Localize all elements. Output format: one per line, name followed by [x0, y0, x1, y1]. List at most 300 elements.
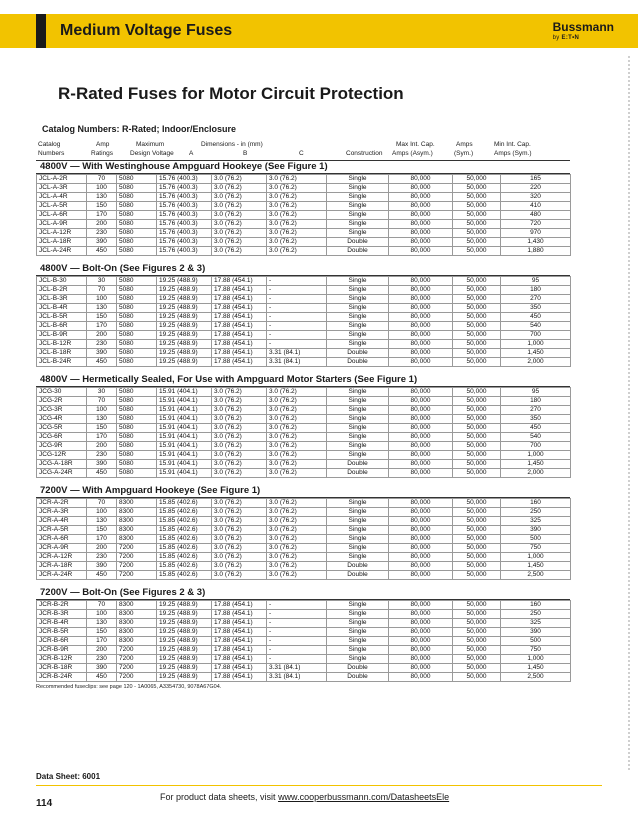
fuse-section: [36, 373, 570, 478]
table-cell: 3.0 (76.2): [212, 202, 267, 211]
table-row: [37, 340, 571, 349]
table-cell: JCR-B-12R: [37, 655, 87, 664]
table-cell: 80,000: [389, 601, 453, 610]
fuse-section: [36, 586, 570, 682]
table-cell: 750: [501, 646, 571, 655]
table-row: [37, 637, 571, 646]
table-cell: 750: [501, 544, 571, 553]
table-cell: Single: [327, 322, 389, 331]
table-cell: Single: [327, 397, 389, 406]
table-cell: 50,000: [453, 304, 501, 313]
table-cell: 3.0 (76.2): [267, 526, 327, 535]
table-cell: 17.88 (454.1): [212, 295, 267, 304]
table-cell: 5080: [117, 304, 157, 313]
table-cell: 3.0 (76.2): [212, 508, 267, 517]
table-cell: 3.0 (76.2): [212, 424, 267, 433]
table-cell: Single: [327, 499, 389, 508]
table-cell: 390: [501, 628, 571, 637]
table-cell: 80,000: [389, 406, 453, 415]
datasheets-link[interactable]: www.cooperbussmann.com/DatasheetsEle: [278, 792, 450, 802]
table-cell: 5080: [117, 358, 157, 367]
table-cell: 80,000: [389, 517, 453, 526]
table-cell: 80,000: [389, 664, 453, 673]
table-cell: 540: [501, 433, 571, 442]
page-number: 114: [36, 798, 53, 809]
table-cell: 70: [87, 601, 117, 610]
table-cell: 3.0 (76.2): [212, 406, 267, 415]
table-cell: 1,000: [501, 451, 571, 460]
table-cell: 5080: [117, 220, 157, 229]
table-cell: 7200: [117, 571, 157, 580]
table-cell: 80,000: [389, 571, 453, 580]
table-cell: 3.0 (76.2): [267, 220, 327, 229]
table-cell: Single: [327, 646, 389, 655]
table-cell: 700: [501, 442, 571, 451]
table-cell: 50,000: [453, 277, 501, 286]
col-max-int-2: Amps (Asym.): [392, 150, 433, 157]
table-cell: 50,000: [453, 340, 501, 349]
footer-rule: [36, 785, 602, 786]
table-cell: 80,000: [389, 424, 453, 433]
table-cell: Single: [327, 424, 389, 433]
table-cell: JCG-A-18R: [37, 460, 87, 469]
table-cell: JCR-B-4R: [37, 619, 87, 628]
table-cell: 700: [501, 331, 571, 340]
table-cell: JCR-A-9R: [37, 544, 87, 553]
table-cell: 130: [87, 193, 117, 202]
table-cell: 1,430: [501, 238, 571, 247]
table-row: [37, 220, 571, 229]
col-dim-c: C: [299, 150, 304, 157]
table-cell: 19.25 (488.9): [157, 277, 212, 286]
table-cell: 80,000: [389, 295, 453, 304]
table-cell: 3.0 (76.2): [212, 220, 267, 229]
table-cell: 220: [501, 184, 571, 193]
col-dim-b: B: [243, 150, 248, 157]
table-cell: 17.88 (454.1): [212, 628, 267, 637]
table-cell: 30: [87, 388, 117, 397]
table-row: [37, 517, 571, 526]
table-cell: -: [267, 331, 327, 340]
table-cell: JCL-B-2R: [37, 286, 87, 295]
table-cell: 390: [87, 562, 117, 571]
table-cell: 3.0 (76.2): [267, 397, 327, 406]
table-cell: 5080: [117, 331, 157, 340]
table-cell: 480: [501, 211, 571, 220]
table-cell: 17.88 (454.1): [212, 286, 267, 295]
table-cell: 80,000: [389, 553, 453, 562]
table-cell: Double: [327, 571, 389, 580]
table-cell: 15.85 (402.6): [157, 517, 212, 526]
section-title: 7200V — Bolt-On (See Figures 2 & 3): [36, 586, 570, 600]
table-cell: 160: [501, 601, 571, 610]
table-cell: 100: [87, 610, 117, 619]
table-cell: JCL-A-6R: [37, 211, 87, 220]
table-cell: 230: [87, 451, 117, 460]
table-cell: 15.91 (404.1): [157, 397, 212, 406]
table-row: [37, 277, 571, 286]
table-cell: 5080: [117, 229, 157, 238]
table-cell: JCR-B-2R: [37, 601, 87, 610]
table-cell: 80,000: [389, 499, 453, 508]
table-cell: 3.0 (76.2): [267, 508, 327, 517]
table-cell: 50,000: [453, 220, 501, 229]
table-cell: 3.0 (76.2): [267, 562, 327, 571]
fuse-table: [36, 276, 571, 367]
table-cell: 80,000: [389, 544, 453, 553]
table-cell: JCG-5R: [37, 424, 87, 433]
table-cell: 230: [87, 655, 117, 664]
table-cell: Single: [327, 451, 389, 460]
table-cell: 2,000: [501, 358, 571, 367]
table-cell: 230: [87, 340, 117, 349]
table-cell: 5080: [117, 424, 157, 433]
table-cell: 17.88 (454.1): [212, 358, 267, 367]
table-cell: 15.91 (404.1): [157, 442, 212, 451]
table-cell: 80,000: [389, 340, 453, 349]
table-cell: 270: [501, 406, 571, 415]
col-catalog-2: Numbers: [38, 150, 65, 157]
table-cell: 15.85 (402.6): [157, 544, 212, 553]
table-cell: 80,000: [389, 610, 453, 619]
table-cell: 3.0 (76.2): [212, 184, 267, 193]
table-cell: 15.91 (404.1): [157, 388, 212, 397]
section-title: 4800V — With Westinghouse Ampguard Hookeye (See Figure 1): [36, 160, 570, 174]
table-row: [37, 424, 571, 433]
table-cell: 130: [87, 619, 117, 628]
table-cell: -: [267, 619, 327, 628]
table-cell: -: [267, 286, 327, 295]
table-cell: 390: [87, 349, 117, 358]
table-cell: JCG-3R: [37, 406, 87, 415]
table-cell: 80,000: [389, 277, 453, 286]
table-cell: 8300: [117, 610, 157, 619]
table-cell: 17.88 (454.1): [212, 304, 267, 313]
col-min-int-2: Amps (Sym.): [494, 150, 532, 157]
table-cell: 3.0 (76.2): [212, 415, 267, 424]
table-cell: JCR-A-6R: [37, 535, 87, 544]
table-cell: 80,000: [389, 562, 453, 571]
table-cell: 3.0 (76.2): [212, 499, 267, 508]
table-cell: 19.25 (488.9): [157, 673, 212, 682]
table-cell: -: [267, 340, 327, 349]
table-cell: 5080: [117, 202, 157, 211]
table-row: [37, 508, 571, 517]
table-row: [37, 535, 571, 544]
table-row: [37, 610, 571, 619]
table-cell: 15.85 (402.6): [157, 499, 212, 508]
col-amp-2: Ratings: [91, 150, 114, 157]
col-amps-sym: Amps: [456, 141, 473, 148]
table-cell: Single: [327, 544, 389, 553]
table-cell: 200: [87, 220, 117, 229]
table-cell: 3.0 (76.2): [212, 238, 267, 247]
table-cell: 17.88 (454.1): [212, 331, 267, 340]
table-cell: 5080: [117, 415, 157, 424]
table-cell: Single: [327, 286, 389, 295]
table-cell: 200: [87, 544, 117, 553]
table-cell: 3.0 (76.2): [267, 571, 327, 580]
table-cell: JCG-6R: [37, 433, 87, 442]
fuse-tables: [36, 160, 570, 690]
table-cell: 80,000: [389, 229, 453, 238]
table-cell: JCR-A-12R: [37, 553, 87, 562]
table-cell: 50,000: [453, 508, 501, 517]
section-title: 4800V — Bolt-On (See Figures 2 & 3): [36, 262, 570, 276]
table-cell: 970: [501, 229, 571, 238]
table-cell: 50,000: [453, 229, 501, 238]
table-cell: JCL-A-3R: [37, 184, 87, 193]
table-cell: 450: [87, 247, 117, 256]
table-cell: 80,000: [389, 673, 453, 682]
table-cell: 5080: [117, 175, 157, 184]
table-cell: 50,000: [453, 526, 501, 535]
table-cell: Single: [327, 340, 389, 349]
table-cell: 80,000: [389, 460, 453, 469]
table-cell: 200: [87, 442, 117, 451]
table-cell: 50,000: [453, 211, 501, 220]
table-row: [37, 358, 571, 367]
table-row: [37, 313, 571, 322]
table-cell: JCL-A-4R: [37, 193, 87, 202]
col-construction: Construction: [346, 150, 383, 157]
table-row: [37, 304, 571, 313]
table-cell: 350: [501, 304, 571, 313]
table-cell: 80,000: [389, 442, 453, 451]
table-cell: -: [267, 610, 327, 619]
table-cell: 5080: [117, 295, 157, 304]
table-row: [37, 544, 571, 553]
table-cell: 3.0 (76.2): [212, 535, 267, 544]
table-cell: JCG-30: [37, 388, 87, 397]
page-title: R-Rated Fuses for Motor Circuit Protection: [58, 84, 404, 103]
table-cell: 3.0 (76.2): [212, 247, 267, 256]
table-cell: 50,000: [453, 553, 501, 562]
table-cell: -: [267, 304, 327, 313]
table-cell: 3.0 (76.2): [212, 193, 267, 202]
brand-logo: [553, 20, 614, 41]
table-row: [37, 349, 571, 358]
table-cell: 50,000: [453, 202, 501, 211]
table-cell: 7200: [117, 646, 157, 655]
table-cell: 50,000: [453, 295, 501, 304]
table-cell: 8300: [117, 499, 157, 508]
table-cell: Double: [327, 469, 389, 478]
table-row: [37, 562, 571, 571]
col-max-int: Max Int. Cap.: [396, 141, 435, 148]
table-cell: 3.0 (76.2): [267, 499, 327, 508]
table-cell: 17.88 (454.1): [212, 655, 267, 664]
table-cell: 50,000: [453, 442, 501, 451]
table-cell: 50,000: [453, 601, 501, 610]
table-cell: 170: [87, 535, 117, 544]
table-cell: -: [267, 628, 327, 637]
table-cell: 50,000: [453, 397, 501, 406]
table-cell: 5080: [117, 406, 157, 415]
table-cell: JCL-B-18R: [37, 349, 87, 358]
table-cell: 50,000: [453, 673, 501, 682]
table-cell: 3.0 (76.2): [267, 433, 327, 442]
table-cell: 80,000: [389, 655, 453, 664]
table-cell: JCL-A-9R: [37, 220, 87, 229]
table-cell: 50,000: [453, 415, 501, 424]
table-cell: 3.31 (84.1): [267, 358, 327, 367]
table-cell: 50,000: [453, 562, 501, 571]
table-cell: 1,000: [501, 655, 571, 664]
table-cell: Single: [327, 628, 389, 637]
table-cell: 3.0 (76.2): [212, 229, 267, 238]
table-cell: 50,000: [453, 286, 501, 295]
table-cell: 270: [501, 295, 571, 304]
table-cell: 3.0 (76.2): [212, 544, 267, 553]
table-cell: 50,000: [453, 406, 501, 415]
table-cell: 50,000: [453, 451, 501, 460]
table-cell: JCL-A-24R: [37, 247, 87, 256]
table-cell: 15.76 (400.3): [157, 247, 212, 256]
table-cell: 80,000: [389, 451, 453, 460]
table-cell: 8300: [117, 535, 157, 544]
table-cell: JCL-A-18R: [37, 238, 87, 247]
table-cell: 30: [87, 277, 117, 286]
table-cell: 3.0 (76.2): [212, 451, 267, 460]
table-row: [37, 433, 571, 442]
table-cell: 3.0 (76.2): [212, 442, 267, 451]
table-cell: 3.0 (76.2): [267, 535, 327, 544]
table-cell: Double: [327, 358, 389, 367]
table-cell: 15.76 (400.3): [157, 211, 212, 220]
table-cell: Double: [327, 460, 389, 469]
table-cell: 19.25 (488.9): [157, 655, 212, 664]
table-row: [37, 295, 571, 304]
table-cell: 7200: [117, 664, 157, 673]
table-row: [37, 175, 571, 184]
table-cell: 80,000: [389, 211, 453, 220]
table-cell: -: [267, 655, 327, 664]
table-row: [37, 619, 571, 628]
table-cell: 15.85 (402.6): [157, 526, 212, 535]
table-cell: Single: [327, 601, 389, 610]
table-cell: JCG-9R: [37, 442, 87, 451]
table-cell: -: [267, 295, 327, 304]
table-cell: 80,000: [389, 331, 453, 340]
table-cell: 17.88 (454.1): [212, 610, 267, 619]
table-cell: 1,450: [501, 349, 571, 358]
table-cell: 17.88 (454.1): [212, 646, 267, 655]
table-cell: JCR-B-18R: [37, 664, 87, 673]
table-cell: JCL-B-6R: [37, 322, 87, 331]
table-cell: 17.88 (454.1): [212, 664, 267, 673]
table-cell: JCR-B-24R: [37, 673, 87, 682]
table-cell: 15.91 (404.1): [157, 406, 212, 415]
table-cell: 17.88 (454.1): [212, 673, 267, 682]
table-cell: 1,000: [501, 553, 571, 562]
table-row: [37, 415, 571, 424]
table-cell: 19.25 (488.9): [157, 340, 212, 349]
table-cell: 3.0 (76.2): [267, 517, 327, 526]
table-cell: 5080: [117, 451, 157, 460]
table-cell: 3.0 (76.2): [212, 553, 267, 562]
table-cell: 8300: [117, 526, 157, 535]
table-cell: Single: [327, 313, 389, 322]
table-cell: 3.0 (76.2): [212, 517, 267, 526]
footnote: Recommended fuseclips: see page 120 - 1A0065, A3354730, 9078A67G04.: [36, 684, 222, 690]
table-row: [37, 469, 571, 478]
table-cell: Single: [327, 655, 389, 664]
table-row: [37, 673, 571, 682]
table-cell: 130: [87, 517, 117, 526]
table-cell: 80,000: [389, 397, 453, 406]
table-cell: 80,000: [389, 433, 453, 442]
table-cell: 3.0 (76.2): [267, 211, 327, 220]
table-cell: 19.25 (488.9): [157, 646, 212, 655]
table-cell: Single: [327, 277, 389, 286]
table-cell: JCR-B-6R: [37, 637, 87, 646]
table-row: [37, 331, 571, 340]
table-cell: 15.76 (400.3): [157, 184, 212, 193]
table-cell: JCR-A-5R: [37, 526, 87, 535]
table-cell: 8300: [117, 637, 157, 646]
table-cell: 3.0 (76.2): [267, 469, 327, 478]
table-cell: 1,450: [501, 562, 571, 571]
table-cell: JCL-B-12R: [37, 340, 87, 349]
table-cell: Double: [327, 238, 389, 247]
table-cell: 3.0 (76.2): [212, 397, 267, 406]
table-cell: 8300: [117, 601, 157, 610]
table-cell: -: [267, 313, 327, 322]
table-cell: Single: [327, 175, 389, 184]
table-cell: 80,000: [389, 415, 453, 424]
table-row: [37, 460, 571, 469]
footer-prefix: For product data sheets, visit: [160, 792, 279, 802]
table-cell: 3.0 (76.2): [267, 406, 327, 415]
table-cell: 5080: [117, 388, 157, 397]
table-cell: 15.85 (402.6): [157, 562, 212, 571]
table-cell: 250: [501, 610, 571, 619]
table-cell: 50,000: [453, 193, 501, 202]
table-cell: 80,000: [389, 184, 453, 193]
table-cell: -: [267, 601, 327, 610]
table-cell: 15.76 (400.3): [157, 238, 212, 247]
table-cell: 390: [87, 238, 117, 247]
table-cell: JCL-A-5R: [37, 202, 87, 211]
table-cell: 540: [501, 322, 571, 331]
table-cell: 15.91 (404.1): [157, 424, 212, 433]
table-cell: 50,000: [453, 175, 501, 184]
table-cell: 100: [87, 295, 117, 304]
table-cell: 70: [87, 175, 117, 184]
col-amp: Amp: [96, 141, 110, 148]
table-cell: 80,000: [389, 313, 453, 322]
table-cell: 7200: [117, 544, 157, 553]
fuse-table: [36, 387, 571, 478]
table-cell: 80,000: [389, 286, 453, 295]
table-cell: Single: [327, 304, 389, 313]
table-cell: 8300: [117, 517, 157, 526]
table-row: [37, 322, 571, 331]
table-cell: -: [267, 637, 327, 646]
table-cell: 500: [501, 637, 571, 646]
table-cell: 50,000: [453, 469, 501, 478]
table-cell: 80,000: [389, 637, 453, 646]
table-cell: 80,000: [389, 322, 453, 331]
table-cell: 8300: [117, 508, 157, 517]
table-cell: Single: [327, 535, 389, 544]
table-cell: 3.31 (84.1): [267, 664, 327, 673]
table-cell: 3.0 (76.2): [267, 424, 327, 433]
table-cell: 80,000: [389, 238, 453, 247]
table-cell: Double: [327, 247, 389, 256]
table-cell: Single: [327, 526, 389, 535]
